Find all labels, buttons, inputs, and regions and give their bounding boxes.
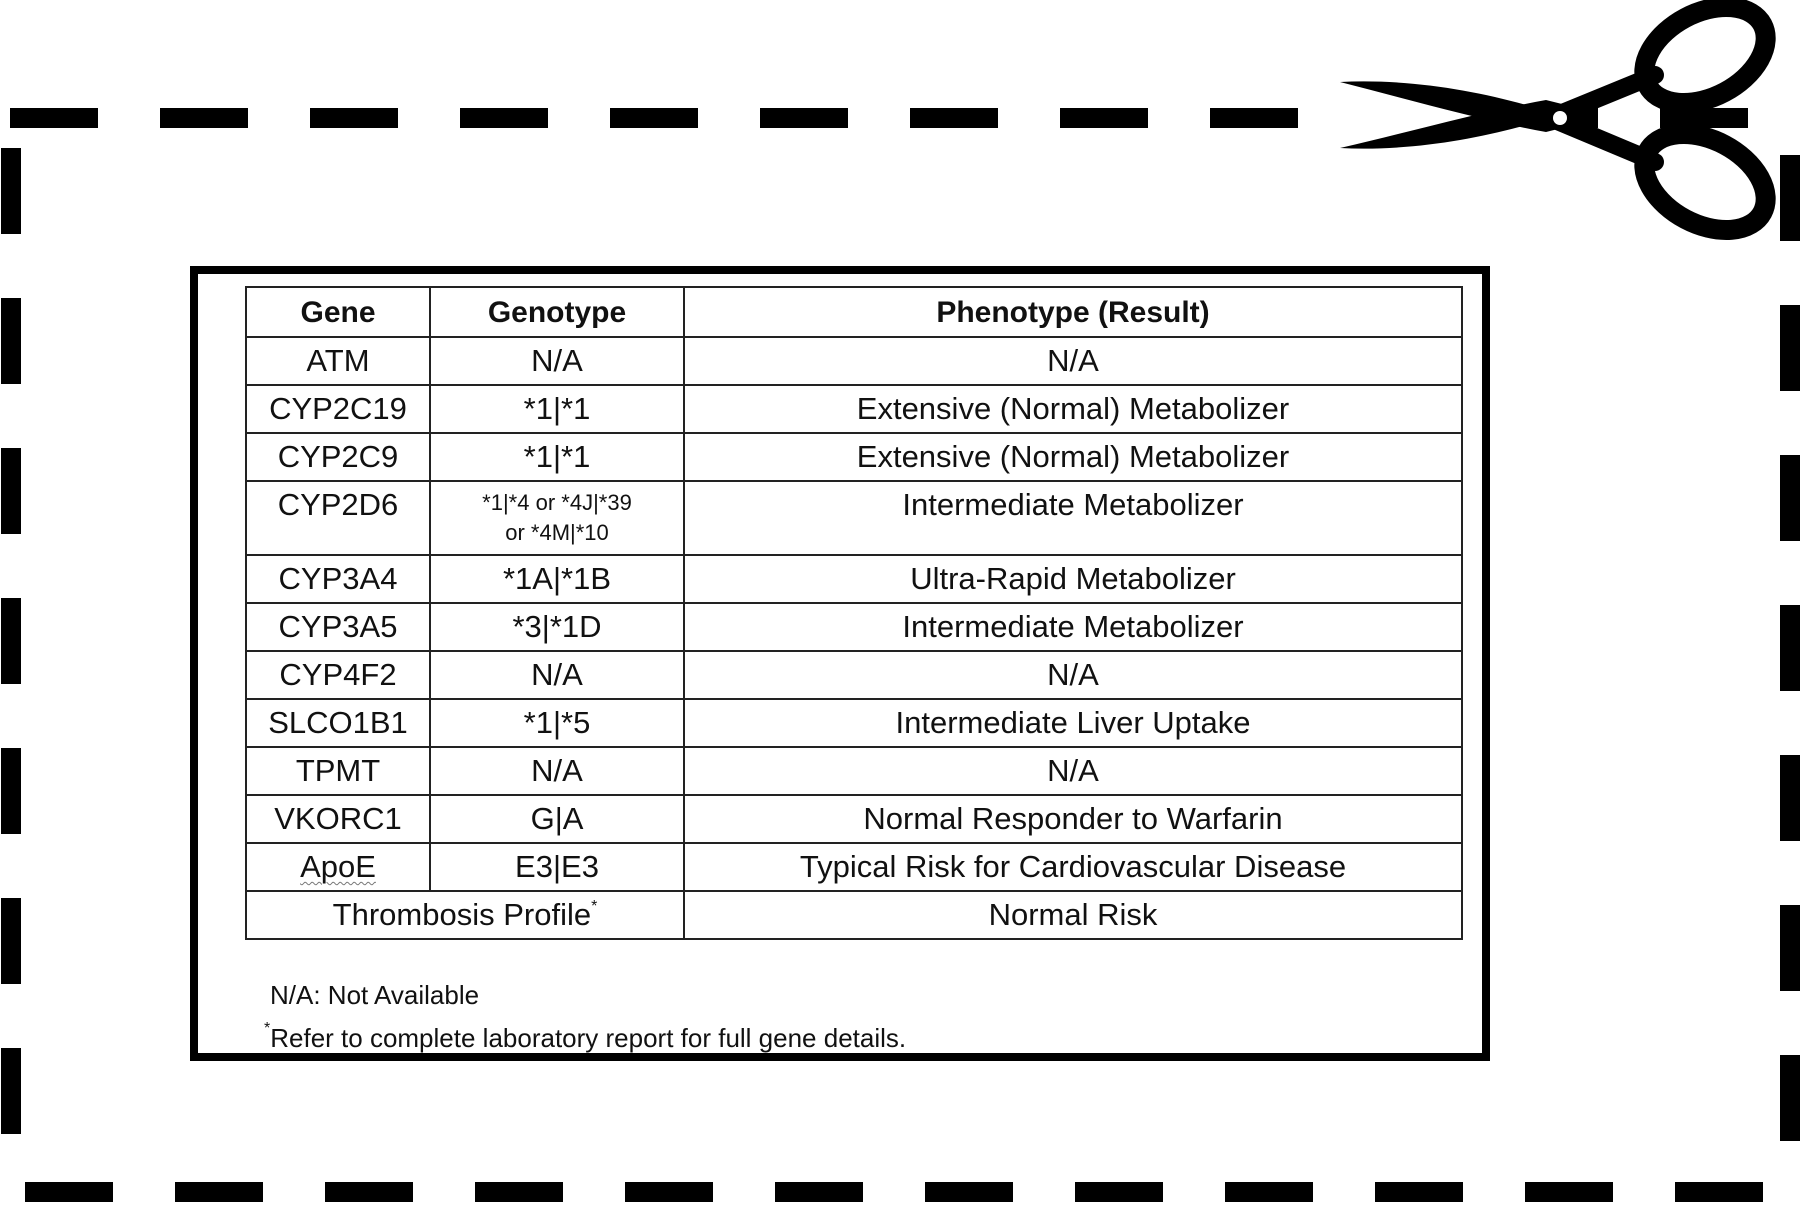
table-header-row bbox=[246, 287, 1462, 337]
table-row bbox=[246, 603, 1462, 651]
phenotype-cell: Extensive (Normal) Metabolizer bbox=[684, 433, 1462, 481]
footnote-marker: * bbox=[591, 897, 598, 915]
profile-label-cell bbox=[246, 891, 684, 939]
table-row bbox=[246, 385, 1462, 433]
gene-cell: CYP4F2 bbox=[246, 651, 430, 699]
genotype-cell: *3|*1D bbox=[430, 603, 684, 651]
pgx-results-card bbox=[190, 266, 1490, 1061]
phenotype-cell: N/A bbox=[684, 337, 1462, 385]
phenotype-cell: Typical Risk for Cardiovascular Disease bbox=[684, 843, 1462, 891]
header-genotype: Genotype bbox=[430, 287, 684, 337]
header-phenotype: Phenotype (Result) bbox=[684, 287, 1462, 337]
genotype-cell: *1|*1 bbox=[430, 433, 684, 481]
phenotype-cell: N/A bbox=[684, 747, 1462, 795]
footnote-reference-text: Refer to complete laboratory report for full gene details. bbox=[270, 1023, 907, 1053]
gene-cell: CYP2C19 bbox=[246, 385, 430, 433]
phenotype-cell: Intermediate Metabolizer bbox=[684, 481, 1462, 555]
genotype-cell: *1|*5 bbox=[430, 699, 684, 747]
genotype-cell: G|A bbox=[430, 795, 684, 843]
genotype-cell: N/A bbox=[430, 651, 684, 699]
genotype-cell: *1A|*1B bbox=[430, 555, 684, 603]
gene-cell: CYP2C9 bbox=[246, 433, 430, 481]
genotype-cell bbox=[430, 481, 684, 555]
gene-cell: CYP3A5 bbox=[246, 603, 430, 651]
phenotype-cell: Extensive (Normal) Metabolizer bbox=[684, 385, 1462, 433]
phenotype-cell: Ultra-Rapid Metabolizer bbox=[684, 555, 1462, 603]
phenotype-cell: Normal Responder to Warfarin bbox=[684, 795, 1462, 843]
table-row bbox=[246, 843, 1462, 891]
table-row bbox=[246, 699, 1462, 747]
genotype-line-2: or *4M|*10 bbox=[505, 520, 609, 545]
gene-name: ApoE bbox=[300, 848, 376, 884]
header-gene: Gene bbox=[246, 287, 430, 337]
genotype-cell: *1|*1 bbox=[430, 385, 684, 433]
genotype-line-1: *1|*4 or *4J|*39 bbox=[482, 490, 632, 516]
phenotype-cell: Intermediate Liver Uptake bbox=[684, 699, 1462, 747]
phenotype-cell: Normal Risk bbox=[684, 891, 1462, 939]
table-row bbox=[246, 555, 1462, 603]
footnote-reference bbox=[264, 1020, 907, 1054]
genotype-cell: N/A bbox=[430, 747, 684, 795]
profile-row bbox=[246, 891, 1462, 939]
gene-cell: CYP2D6 bbox=[246, 481, 430, 555]
table-row bbox=[246, 337, 1462, 385]
genotype-cell: E3|E3 bbox=[430, 843, 684, 891]
profile-label: Thrombosis Profile bbox=[332, 896, 592, 932]
phenotype-cell: Intermediate Metabolizer bbox=[684, 603, 1462, 651]
phenotype-cell: N/A bbox=[684, 651, 1462, 699]
table-row bbox=[246, 481, 1462, 555]
gene-cell: CYP3A4 bbox=[246, 555, 430, 603]
gene-cell bbox=[246, 843, 430, 891]
table-row bbox=[246, 795, 1462, 843]
table-row bbox=[246, 651, 1462, 699]
table-row bbox=[246, 433, 1462, 481]
gene-cell: VKORC1 bbox=[246, 795, 430, 843]
gene-cell: SLCO1B1 bbox=[246, 699, 430, 747]
gene-cell: TPMT bbox=[246, 747, 430, 795]
table-row bbox=[246, 747, 1462, 795]
pgx-results-table bbox=[245, 286, 1463, 940]
footnote-marker: * bbox=[264, 1020, 271, 1037]
genotype-cell: N/A bbox=[430, 337, 684, 385]
footnote-na: N/A: Not Available bbox=[270, 980, 480, 1010]
gene-cell: ATM bbox=[246, 337, 430, 385]
